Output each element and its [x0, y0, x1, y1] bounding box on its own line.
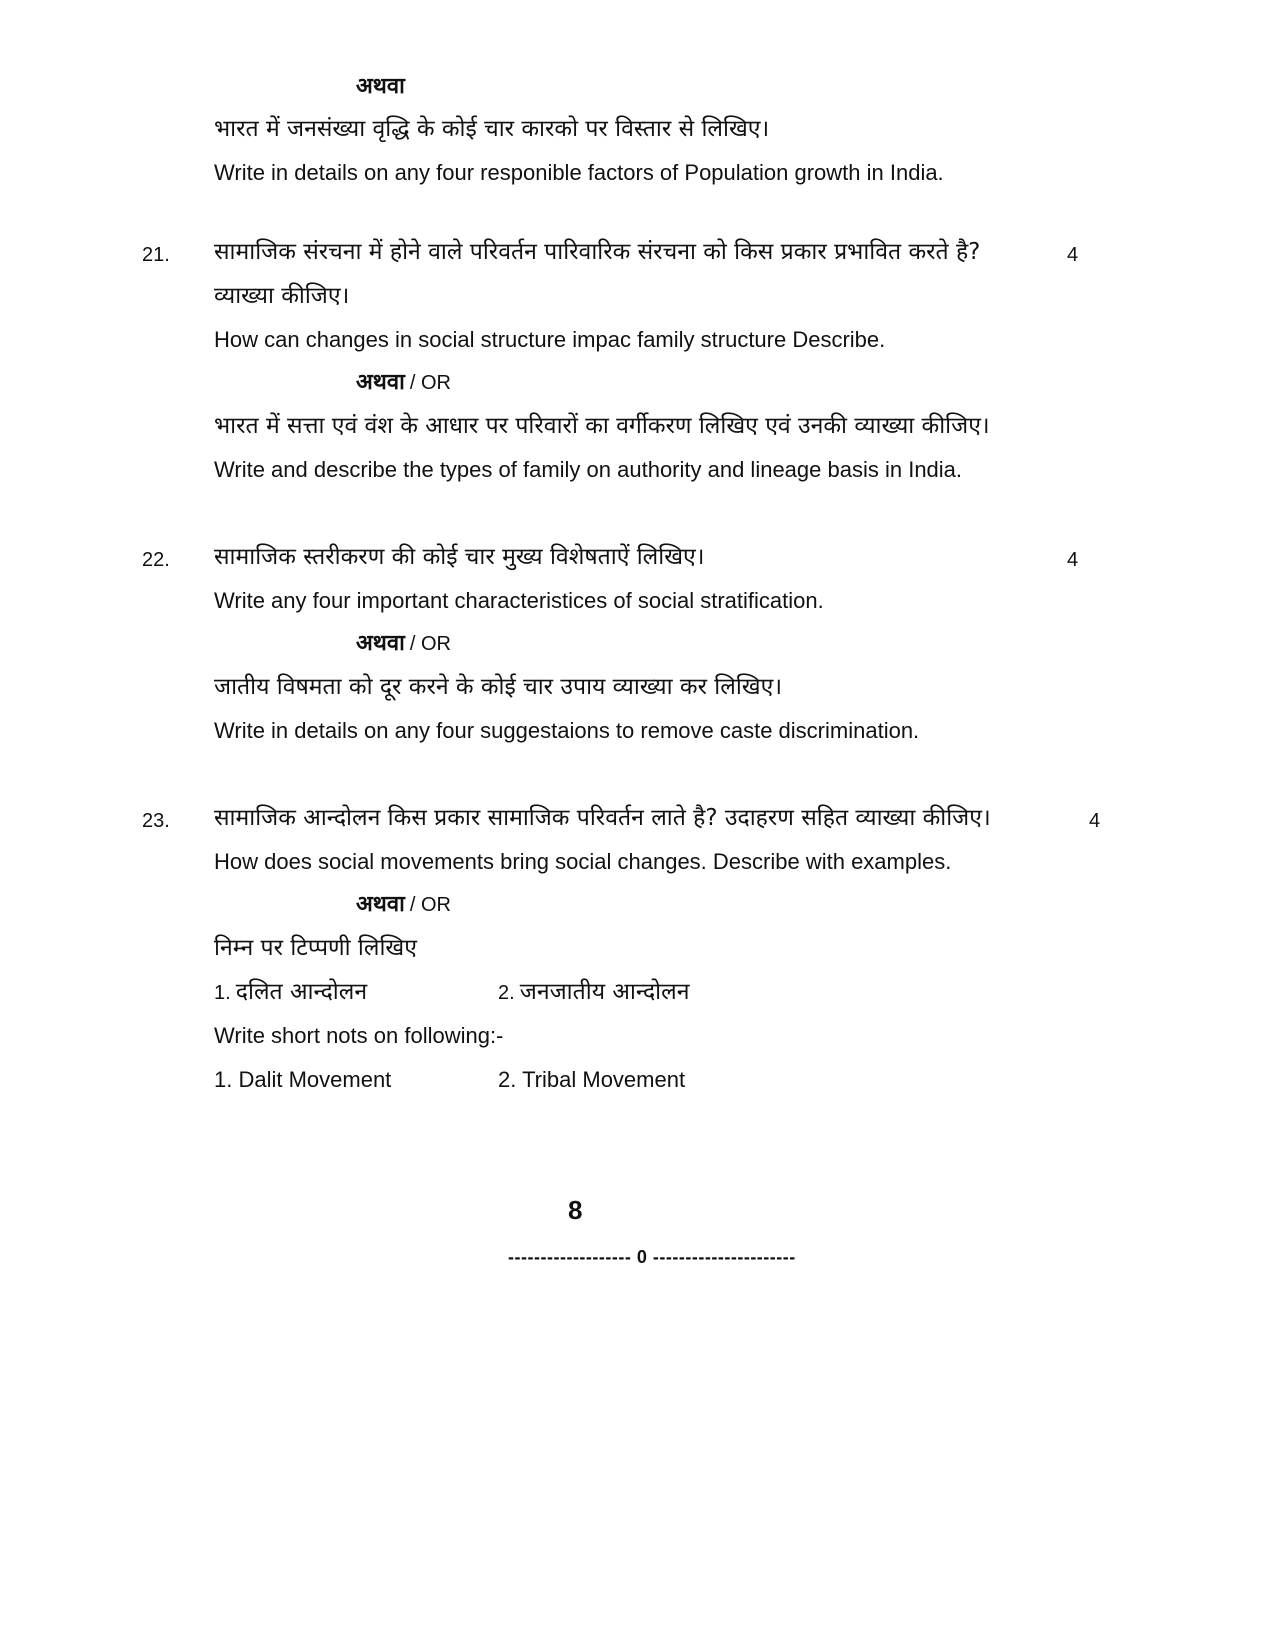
- q23-marks: 4: [1089, 810, 1101, 832]
- q23-alt-item1-hindi: दलित आन्दोलन: [235, 979, 368, 1005]
- q21-marks: 4: [1067, 244, 1079, 266]
- athva-heading: अथवा: [356, 74, 405, 99]
- q22-or-english: / OR: [409, 633, 452, 655]
- q21-or-label: [356, 372, 451, 394]
- q22-number: 22.: [142, 549, 170, 571]
- top-english-question: Write in details on any four responible factors of Population growth in India.: [214, 160, 944, 185]
- page-number: 8: [568, 1195, 583, 1225]
- q23-alt-english: Write short nots on following:-: [214, 1023, 504, 1048]
- q23-or-english: / OR: [409, 894, 452, 916]
- q22-or-hindi: अथवा: [356, 631, 405, 656]
- q21-alt-english: Write and describe the types of family on authority and lineage basis in India.: [214, 457, 963, 482]
- q21-number: 21.: [142, 244, 170, 266]
- q23-number: 23.: [142, 810, 170, 832]
- q21-alt-hindi: भारत में सत्ता एवं वंश के आधार पर परिवारों का वर्गीकरण लिखिए एवं उनकी व्याख्या कीजिए।: [214, 413, 990, 439]
- q23-or-label: [356, 894, 451, 916]
- q23-alt-item2-hindi: जनजातीय आन्दोलन: [519, 979, 690, 1005]
- q21-or-hindi: अथवा: [356, 370, 405, 395]
- q23-alt-hindi: निम्न पर टिप्पणी लिखिए: [214, 935, 417, 961]
- q23-alt-item2-hindi-row: [498, 981, 690, 1004]
- footer-divider: ------------------- 0 ----------------------: [508, 1247, 796, 1267]
- q21-english: How can changes in social structure impac family structure Describe.: [214, 327, 886, 352]
- q23-hindi: सामाजिक आन्दोलन किस प्रकार सामाजिक परिवर्तन लाते है? उदाहरण सहित व्याख्या कीजिए।: [214, 805, 991, 831]
- q23-alt-item1-english: 1. Dalit Movement: [214, 1067, 392, 1092]
- q22-alt-english: Write in details on any four suggestaions to remove caste discrimination.: [214, 718, 920, 743]
- q23-english: How does social movements bring social changes. Describe with examples.: [214, 849, 952, 874]
- top-hindi-question: भारत में जनसंख्या वृद्धि के कोई चार कारको पर विस्तार से लिखिए।: [214, 116, 770, 142]
- q23-alt-item2-english: 2. Tribal Movement: [498, 1067, 686, 1092]
- q21-hindi-line1: सामाजिक संरचना में होने वाले परिवर्तन पारिवारिक संरचना को किस प्रकार प्रभावित करते है?: [214, 239, 981, 265]
- q22-marks: 4: [1067, 549, 1079, 571]
- q23-alt-item1-hindi-row: [214, 981, 367, 1004]
- q21-hindi-line2: व्याख्या कीजिए।: [214, 283, 350, 309]
- q23-or-hindi: अथवा: [356, 892, 405, 917]
- q23-alt-item2-num: 2.: [498, 982, 515, 1004]
- q22-or-label: [356, 633, 451, 655]
- q22-english: Write any four important characteristices of social stratification.: [214, 588, 824, 613]
- q23-alt-item1-num: 1.: [214, 982, 231, 1004]
- q21-or-english: / OR: [409, 372, 452, 394]
- q22-alt-hindi: जातीय विषमता को दूर करने के कोई चार उपाय व्याख्या कर लिखिए।: [214, 674, 783, 700]
- q22-hindi: सामाजिक स्तरीकरण की कोई चार मुख्य विशेषताऐं लिखिए।: [214, 544, 705, 570]
